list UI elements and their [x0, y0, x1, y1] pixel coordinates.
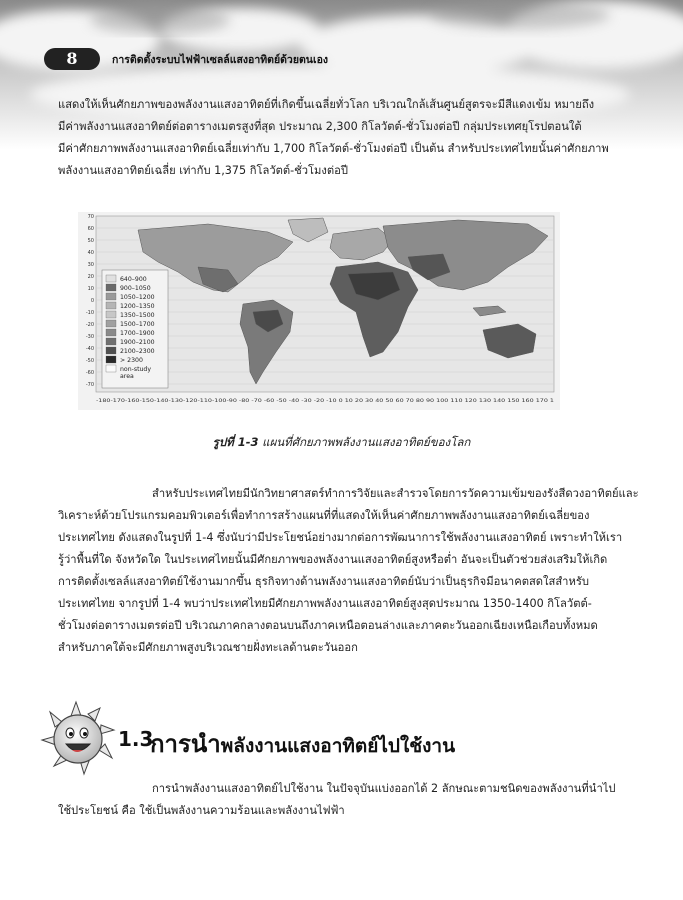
- x-axis-ticks: -180-170-160-150-140-130-120-110-100-90 -80 -70 -60 -50 -40 -30 -20 -10 0 10 20 30 40 50 60 70 80 90 100 110 120 130 140 150 160 170 1: [96, 399, 426, 404]
- y-tick: 50: [87, 238, 94, 244]
- paragraph-intro: [58, 94, 645, 182]
- text-line: แสดงให้เห็นศักยภาพของพลังงานแสงอาทิตย์ที่เกิดขึ้นเฉลี่ยทั่วโลก บริเวณใกล้เส้นศูนย์สูตรจะมีสีแดงเข้ม หมายถึง: [58, 98, 595, 111]
- legend-label: 1200–1350: [120, 303, 155, 310]
- y-tick: -40: [85, 346, 94, 352]
- section-title-rest: พลังงานแสงอาทิตย์ไปใช้งาน: [220, 735, 456, 757]
- legend-label: 1500–1700: [120, 321, 155, 328]
- legend-label: non-study: [120, 366, 152, 373]
- text-line: การติดตั้งเซลล์แสงอาทิตย์ใช้งานมากขึ้น ธุรกิจทางด้านพลังงานแสงอาทิตย์นับว่าเป็นธุรกิจมีอนาคตสดใสสำหรับ: [58, 575, 589, 588]
- y-tick: -70: [85, 382, 94, 388]
- text-line: วิเคราะห์ด้วยโปรแกรมคอมพิวเตอร์เพื่อทำการสร้างแผนที่ที่แสดงให้เห็นค่าศักยภาพพลังงานแสงอาทิตย์เฉลี่ยของ: [58, 509, 590, 522]
- y-tick: -60: [85, 370, 94, 376]
- y-tick: -50: [85, 358, 94, 364]
- legend-label: > 2300: [120, 357, 143, 364]
- text-line: สำหรับประเทศไทยมีนักวิทยาศาสตร์ทำการวิจัยและสำรวจโดยการวัดความเข้มของรังสีดวงอาทิตย์และ: [152, 487, 639, 500]
- section-title: [150, 724, 455, 763]
- paragraph-thailand: [58, 483, 645, 659]
- legend-label: 1350–1500: [120, 312, 155, 319]
- paragraph-usage: [58, 778, 645, 822]
- y-tick: 70: [87, 214, 94, 220]
- legend-label: 900–1050: [120, 285, 151, 292]
- y-tick: 10: [87, 286, 94, 292]
- text-line: ประเทศไทย จากรูปที่ 1-4 พบว่าประเทศไทยมีศักยภาพพลังงานแสงอาทิตย์สูงสุดประมาณ 1350-1400 กิโลวัตต์-: [58, 597, 592, 610]
- text-line: มีค่าพลังงานแสงอาทิตย์ต่อตารางเมตรสูงที่สุด ประมาณ 2,300 กิโลวัตต์-ชั่วโมงต่อปี กลุ่มประเทศยุโรปตอนใต้: [58, 120, 582, 133]
- text-line: ประเทศไทย ดังแสดงในรูปที่ 1-4 ซึ่งนับว่ามีประโยชน์อย่างมากต่อการพัฒนาการใช้พลังงานแสงอาทิตย์ เพราะทำให้เรา: [58, 531, 623, 544]
- legend-label: 2100–2300: [120, 348, 155, 355]
- text-line: มีค่าศักยภาพพลังงานแสงอาทิตย์เฉลี่ยเท่ากับ 1,700 กิโลวัตต์-ชั่วโมงต่อปี เป็นต้น สำหรับประเทศไทยนั้นค่าศักยภาพ: [58, 142, 609, 155]
- world-solar-potential-map: [78, 212, 560, 410]
- text-line: ชั่วโมงต่อตารางเมตรต่อปี บริเวณภาคกลางตอนบนถึงภาคเหนือตอนล่างและภาคตะวันออกเฉียงเหนือเกือบทั้งหมด: [58, 619, 598, 632]
- legend-label: 1050–1200: [120, 294, 155, 301]
- text-line: การนำพลังงานแสงอาทิตย์ไปใช้งาน ในปัจจุบันแบ่งออกได้ 2 ลักษณะตามชนิดของพลังงานที่นำไป: [152, 782, 616, 795]
- text-line: พลังงานแสงอาทิตย์เฉลี่ย เท่ากับ 1,375 กิโลวัตต์-ชั่วโมงต่อปี: [58, 164, 348, 177]
- running-title: การติดตั้งระบบไฟฟ้าเซลล์แสงอาทิตย์ด้วยตนเอง: [112, 54, 328, 66]
- section-number: 1.3: [118, 727, 154, 751]
- y-tick: 20: [87, 274, 94, 280]
- y-tick: 60: [87, 226, 94, 232]
- section-title-lead: การนำ: [150, 730, 221, 758]
- legend-label: area: [120, 373, 134, 380]
- figure-caption: [0, 434, 683, 452]
- y-tick: 40: [87, 250, 94, 256]
- text-line: รู้ว่าพื้นที่ใด จังหวัดใด ในประเทศไทยนั้นมีศักยภาพของพลังงานแสงอาทิตย์สูงหรือต่ำ อันจะเป็นตัวช่วยส่งเสริมให้เกิด: [58, 553, 608, 566]
- y-tick: 0: [90, 298, 94, 304]
- text-line: ใช้ประโยชน์ คือ ใช้เป็นพลังงานความร้อนและพลังงานไฟฟ้า: [58, 804, 345, 817]
- legend-label: 1900–2100: [120, 339, 155, 346]
- caption-label: รูปที่ 1-3: [212, 435, 259, 449]
- page-number: 8: [44, 48, 100, 70]
- y-tick: 30: [87, 262, 94, 268]
- y-tick: -20: [85, 322, 94, 328]
- legend-label: 1700–1900: [120, 330, 155, 337]
- sun-mascot-icon: [40, 700, 120, 776]
- caption-text: แผนที่ศักยภาพพลังงานแสงอาทิตย์ของโลก: [258, 435, 471, 449]
- y-tick: -10: [85, 310, 94, 316]
- text-line: สำหรับภาคใต้จะมีศักยภาพสูงบริเวณชายฝั่งทะเลด้านตะวันออก: [58, 641, 358, 654]
- map-legend: [102, 270, 168, 388]
- legend-label: 640–900: [120, 276, 147, 283]
- y-tick: -30: [85, 334, 94, 340]
